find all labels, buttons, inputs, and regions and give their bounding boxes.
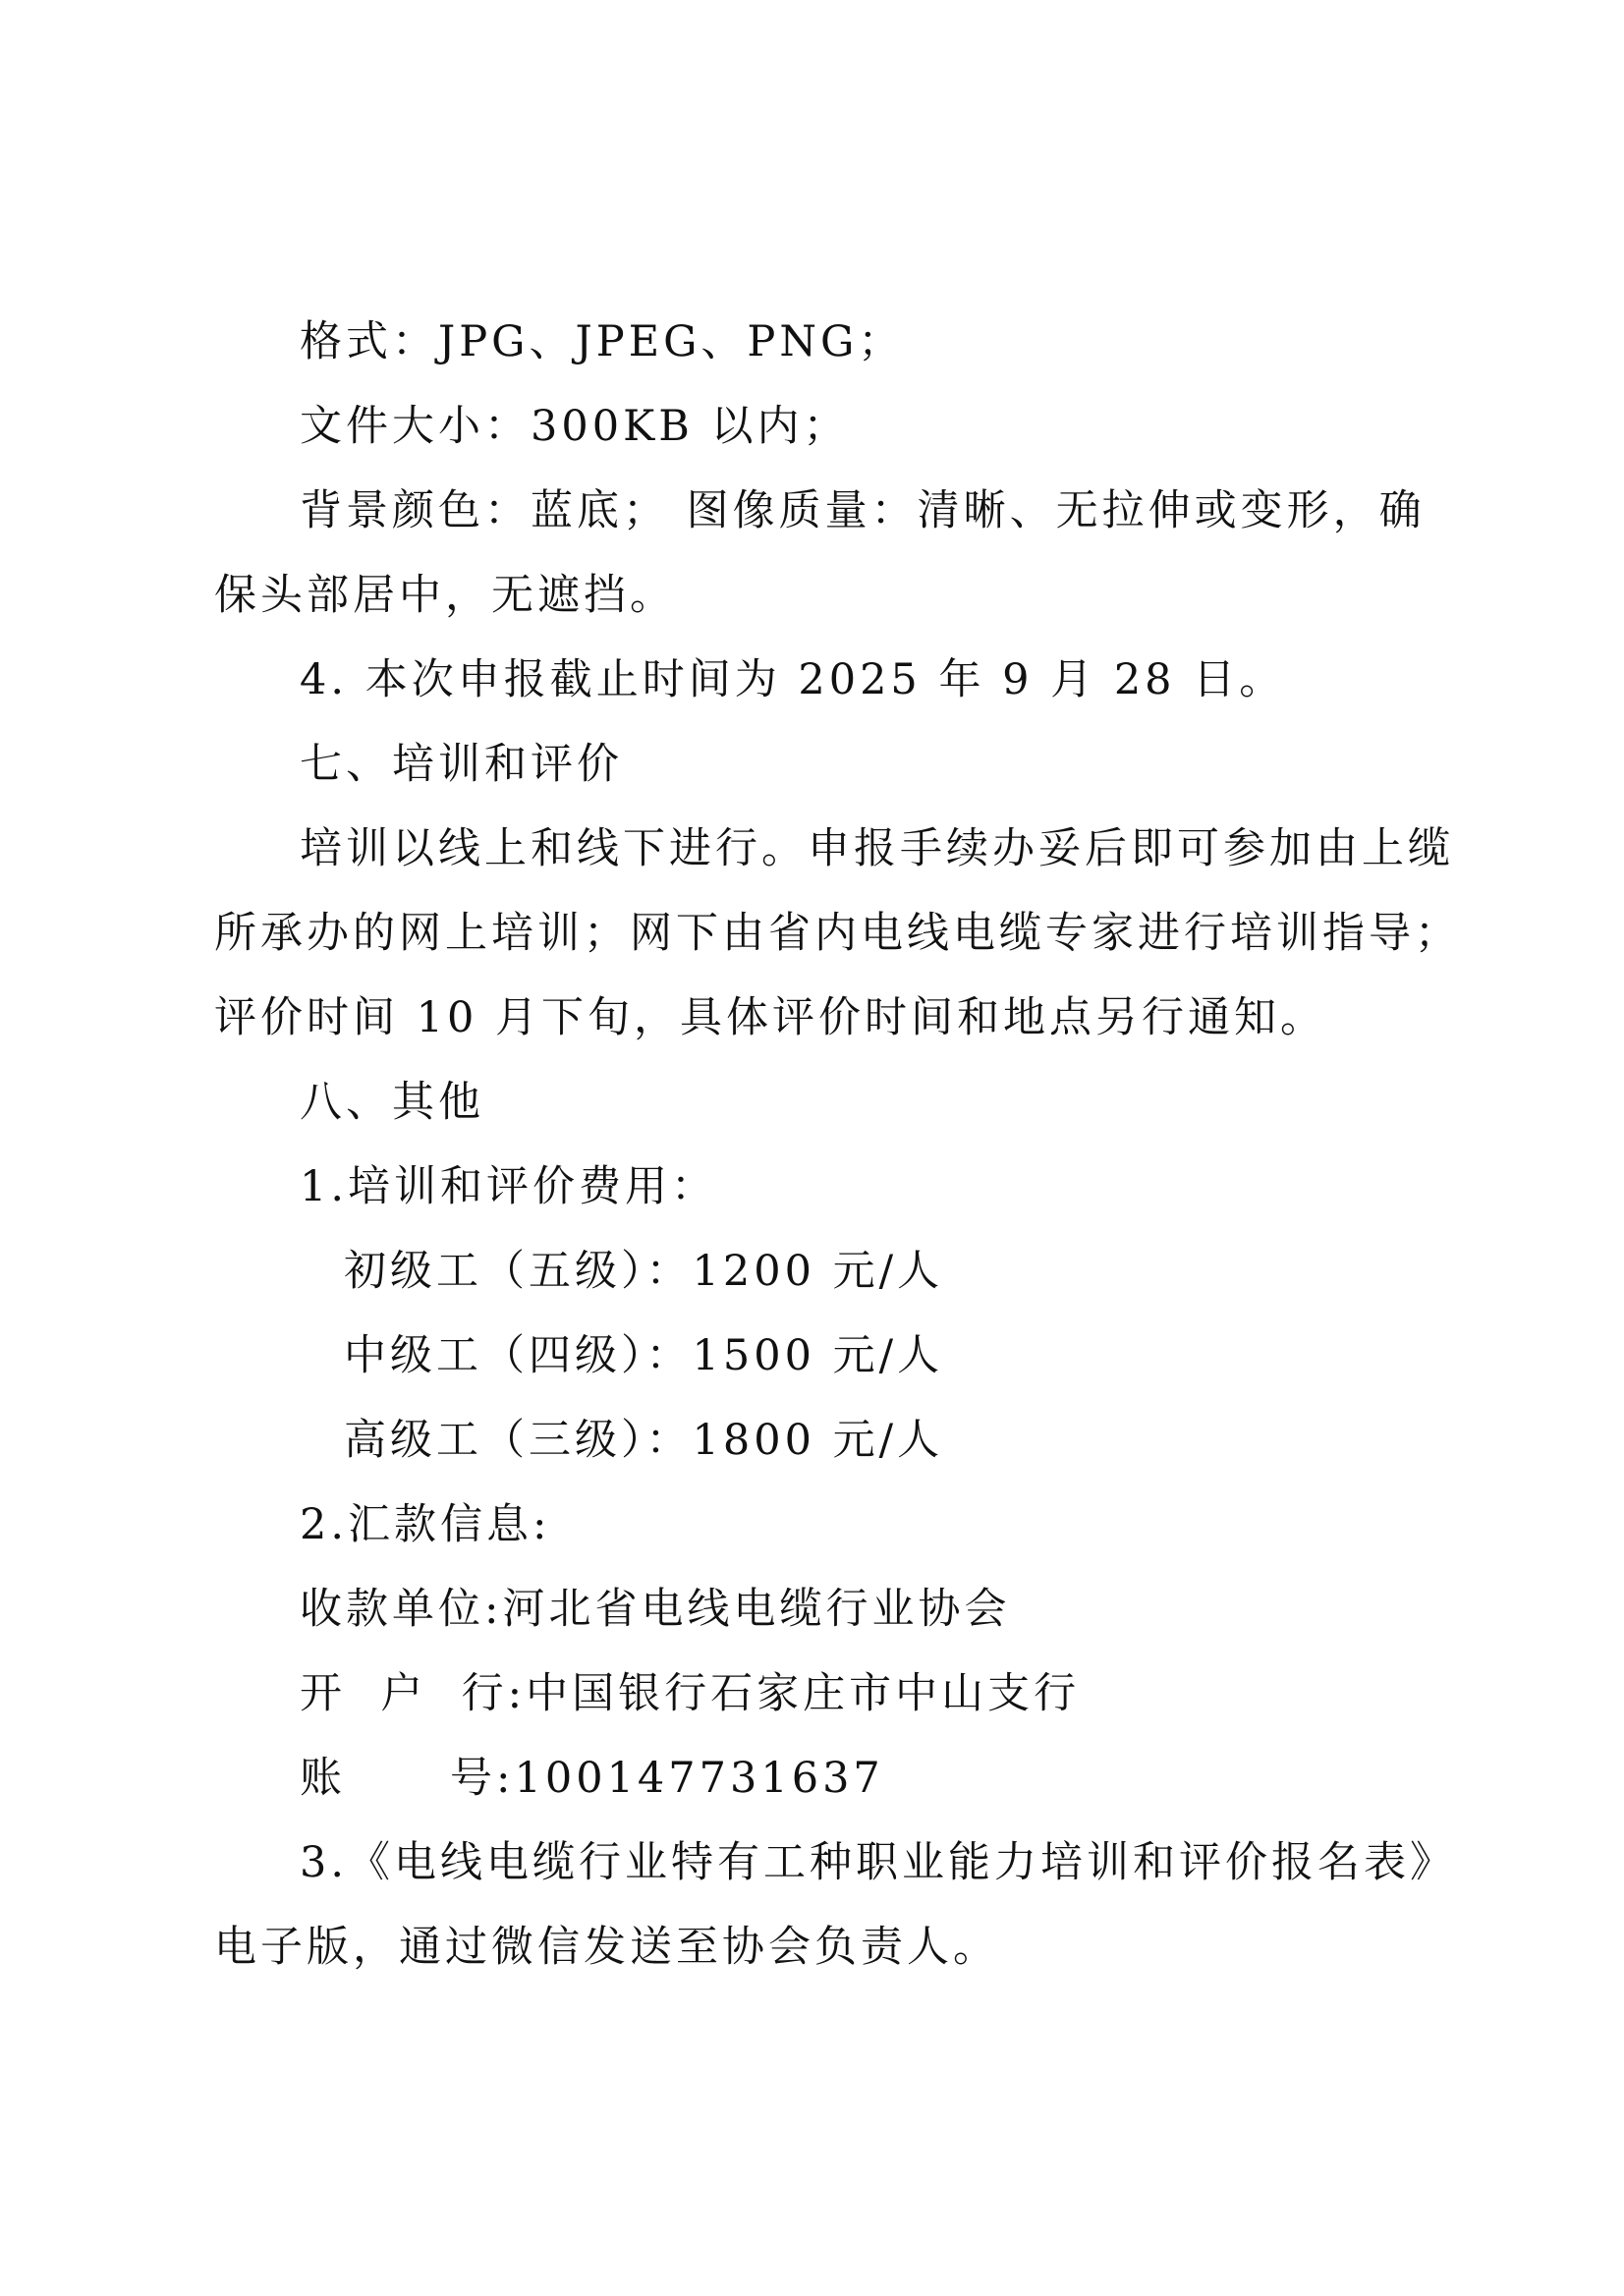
fee-junior: 初级工（五级）：1200 元/人: [344, 1247, 944, 1296]
section-8-heading: 八、其他: [300, 1078, 484, 1127]
remittance-heading: 2.汇款信息:: [300, 1500, 551, 1549]
section-7-heading: 七、培训和评价: [300, 740, 623, 789]
account-line: [300, 1753, 884, 1804]
fee-senior: 高级工（三级）：1800 元/人: [344, 1416, 944, 1465]
payee-line: 收款单位:河北省电线电缆行业协会: [300, 1585, 1011, 1634]
registration-form-line-1: 3.《电线电缆行业特有工种职业能力培训和评价报名表》: [300, 1838, 1457, 1887]
account-label: 账 号:: [300, 1754, 515, 1803]
deadline-line: 4. 本次申报截止时间为 2025 年 9 月 28 日。: [300, 655, 1286, 704]
training-paragraph-line-2: 所承办的网上培训；网下由省内电线电缆专家进行培训指导；: [214, 909, 1461, 958]
photo-format-line: 格式：JPG、JPEG、PNG；: [300, 317, 905, 366]
bank-label: 开 户 行:: [300, 1669, 527, 1718]
fee-intermediate: 中级工（四级）：1500 元/人: [344, 1331, 944, 1380]
registration-form-line-2: 电子版，通过微信发送至协会负责人。: [214, 1923, 999, 1972]
training-paragraph-line-3: 评价时间 10 月下旬，具体评价时间和地点另行通知。: [214, 993, 1327, 1042]
background-quality-line: 背景颜色：蓝底； 图像质量：清晰、无拉伸或变形，确: [300, 486, 1426, 535]
account-value: 100147731637: [514, 1754, 884, 1803]
background-quality-continuation: 保头部居中，无遮挡。: [214, 571, 676, 620]
bank-line: [300, 1668, 1080, 1719]
file-size-line: 文件大小：300KB 以内；: [300, 402, 850, 451]
training-paragraph-line-1: 培训以线上和线下进行。申报手续办妥后即可参加由上缆: [300, 824, 1454, 873]
fee-heading: 1.培训和评价费用：: [300, 1162, 718, 1211]
bank-value: 中国银行石家庄市中山支行: [526, 1669, 1081, 1718]
